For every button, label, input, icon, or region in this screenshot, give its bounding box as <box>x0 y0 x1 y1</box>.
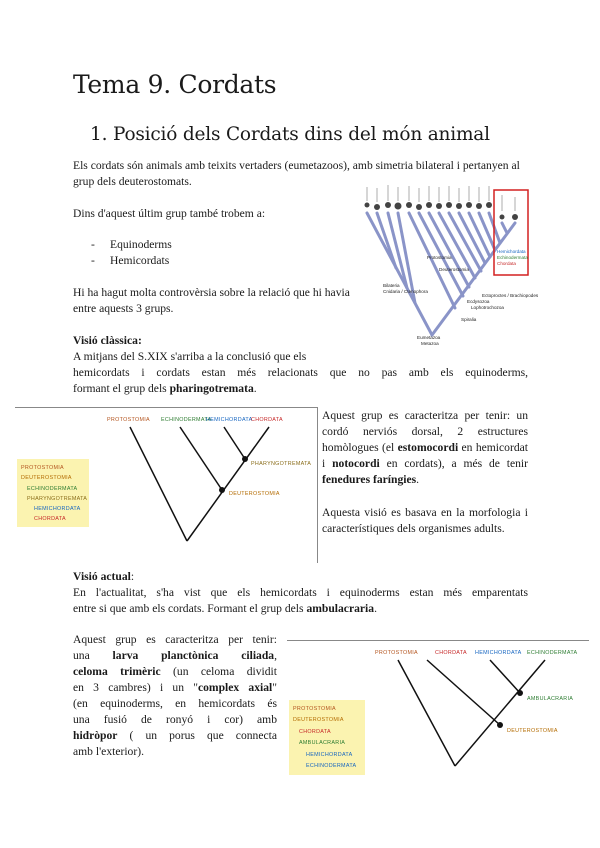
tip-label: ECHINODERMATA <box>527 650 578 656</box>
tree-actual <box>287 640 589 780</box>
fig-label: Ecdysozoa <box>467 299 490 304</box>
tip-label: PROTOSTOMIA <box>375 650 418 656</box>
actual-description: Aquest grup es caracteritza per tenir: una larva planctònica ciliada, celoma trimèric (un celoma dividit en 3 cambres) i un "complex axial" (en equinoderms, en hemicordats és una fusió de ronyó i cor) amb hidròpor ( un porus que connecta amb l'exterior). <box>73 633 278 758</box>
intro-line: Dins d'aquest últim grup també trobem a: <box>73 207 266 220</box>
fig-label: Deuterostomia <box>439 267 469 272</box>
legend-item: HEMICHORDATA <box>306 752 353 758</box>
section-title: Posició dels Cordats dins del món animal <box>112 124 490 145</box>
phylogeny-figure <box>357 183 539 346</box>
fig-label: Spiralia <box>461 317 477 322</box>
legend-item: PROTOSTOMIA <box>293 706 336 712</box>
page-title: Tema 9. Cordats <box>73 70 277 99</box>
actual-heading: Visió actual: <box>73 570 135 583</box>
clade-label: DEUTEROSTOMIA <box>229 491 280 497</box>
tip-label: ECHINODERMATA <box>161 417 212 423</box>
tip-label: HEMICHORDATA <box>475 650 522 656</box>
group-list <box>91 237 172 269</box>
classic-line: A mitjans del S.XIX s'arriba a la conclusió que els <box>73 350 307 363</box>
legend-item: CHORDATA <box>34 516 66 522</box>
section-number: 1. <box>90 124 108 145</box>
classic-description-2: Aquesta visió es basava en la morfologia i característiques dels organismes adults. <box>322 506 528 535</box>
actual-line: En l'actualitat, s'ha vist que els hemicordats i equinoderms estan més emparentats <box>73 586 528 599</box>
term-pharingotremata: pharingotremata <box>169 382 254 395</box>
legend-item: PHARYNGOTREMATA <box>27 496 88 502</box>
tip-label: HEMICHORDATA <box>206 417 253 423</box>
legend-item: AMBULACRARIA <box>299 740 346 746</box>
tip-label: CHORDATA <box>435 650 467 656</box>
fig-label: Protostomia <box>427 255 452 260</box>
legend-item: DEUTEROSTOMIA <box>21 475 72 481</box>
fig-label: Lophotrochozoa <box>471 305 504 310</box>
fig-label: Hemichordata <box>497 249 526 254</box>
clade-label: PHARYNGOTREMATA <box>251 461 312 467</box>
list-item: - Hemicordats <box>91 253 172 269</box>
fig-label: Ectoproctes / Brachiopodes <box>482 293 539 298</box>
node-pharyngotremata <box>242 456 248 462</box>
clade-label: DEUTEROSTOMIA <box>507 728 558 734</box>
tip-label: CHORDATA <box>251 417 283 423</box>
intro-paragraph: Els cordats són animals amb teixits vertaders (eumetazoos), amb simetria bilateral i pertanyen al grup dels deuterostomats. <box>73 159 520 188</box>
fig-label: Bilateria <box>383 283 400 288</box>
classic-line: hemicordats i cordats estan més relacionats que no pas amb els equinoderms, <box>73 366 528 379</box>
fig-label: Chordata <box>497 261 516 266</box>
node-ambulacraria <box>517 690 523 696</box>
legend-item: HEMICHORDATA <box>34 506 81 512</box>
node-deuterostomia <box>497 722 503 728</box>
classic-heading: Visió clàssica: <box>73 334 142 347</box>
term-ambulacraria: ambulacraria <box>306 602 375 615</box>
tip-label: PROTOSTOMIA <box>107 417 150 423</box>
node-deuterostomia <box>219 487 225 493</box>
legend-item: CHORDATA <box>299 729 331 735</box>
fig-label: Cnidaria / Ctenophora <box>383 289 428 294</box>
legend-item: ECHINODERMATA <box>27 486 78 492</box>
fig-label: Metazoa <box>421 341 439 346</box>
list-item: - Equinoderms <box>91 237 172 253</box>
actual-line: entre si que amb els cordats. Formant el grup dels ambulacraria. <box>73 602 377 615</box>
legend-item: ECHINODERMATA <box>306 763 357 769</box>
classic-description: Aquest grup es caracteritza per tenir: un cordó nerviós dorsal, 2 estructures homòlogues (el estomocordi en hemicordat i notocordi en cordats), a més de tenir fenedures faríngies. <box>322 409 528 486</box>
legend-item: PROTOSTOMIA <box>21 465 64 471</box>
tree-classic <box>15 407 317 562</box>
controversy-paragraph: Hi ha hagut molta controvèrsia sobre la relació que hi havia entre aquests 3 grups. <box>73 286 350 315</box>
fig-label: Eumetazoa <box>417 335 441 340</box>
legend-item: DEUTEROSTOMIA <box>293 717 344 723</box>
section-heading <box>90 124 490 145</box>
classic-line: formant el grup dels pharingotremata. <box>73 382 257 395</box>
clade-label: AMBULACRARIA <box>527 696 574 702</box>
fig-label: Echinodermata <box>497 255 528 260</box>
